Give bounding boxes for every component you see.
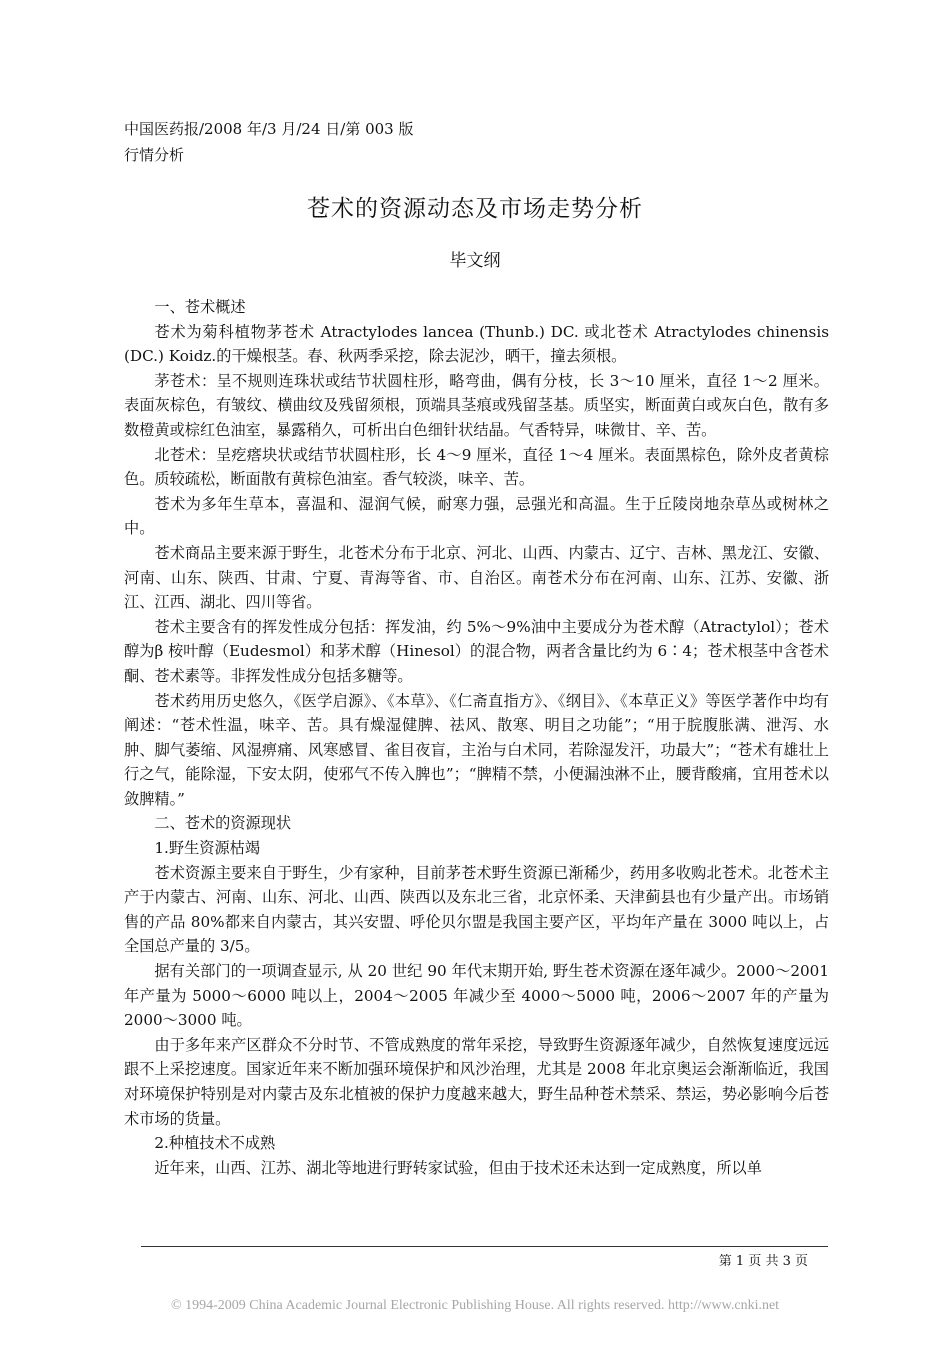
section-heading: 一、苍术概述 [154, 298, 246, 316]
article-title: 苍术的资源动态及市场走势分析 [307, 196, 643, 222]
source-meta [124, 116, 414, 168]
paragraph: 苍术为多年生草本，喜温和、湿润气候，耐寒力强，忌强光和高温。生于丘陵岗地杂草丛或树林之中。 [124, 494, 829, 538]
subsection-heading: 1.野生资源枯竭 [154, 839, 261, 858]
paragraph: 苍术商品主要来源于野生，北苍术分布于北京、河北、山西、内蒙古、辽宁、吉林、黑龙江、安徽、河南、山东、陕西、甘肃、宁夏、青海等省、市、自治区。南苍术分布在河南、山东、江苏、安徽、浙江、江西、湖北、四川等省。 [124, 543, 829, 612]
paragraph: 苍术主要含有的挥发性成分包括：挥发油，约 5%～9%油中主要成分为苍术醇（Atractylol）；苍术醇为β 桉叶醇（Eudesmol）和茅术醇（Hinesol）的混合物，两者含量比约为 6∶4；苍术根茎中含苍术酮、苍术素等。非挥发性成分包括多糖等。 [124, 617, 829, 685]
paragraph: 茅苍术：呈不规则连珠状或结节状圆柱形，略弯曲，偶有分枝，长 3～10 厘米，直径 1～2 厘米。表面灰棕色，有皱纹、横曲纹及残留须根，顶端具茎痕或残留茎基。质坚实，断面黄白或灰白色，散有多数橙黄或棕红色油室，暴露稍久，可析出白色细针状结晶。气香特异，味微甘、辛、苦。 [124, 371, 829, 439]
copyright-notice: © 1994-2009 China Academic Journal Electronic Publishing House. All rights reserved. http://www.cnki.net [170, 1298, 780, 1313]
page-number: 第 1 页 共 3 页 [718, 1254, 808, 1269]
paragraph: 苍术资源主要来自于野生，少有家种，目前茅苍术野生资源已渐稀少，药用多收购北苍术。北苍术主产于内蒙古、河南、山东、河北、山西、陕西以及东北三省，北京怀柔、天津蓟县也有少量产出。市场销售的产品 80%都来自内蒙古，其兴安盟、呼伦贝尔盟是我国主要产区，平均年产量在 3000 吨以上，占全国总产量的 3/5。 [124, 863, 829, 956]
paragraph: 苍术为菊科植物茅苍术 Atractylodes lancea (Thunb.) DC. 或北苍术 Atractylodes chinensis (DC.) Koidz.的干燥根茎。春、秋两季采挖，除去泥沙，晒干，撞去须根。 [124, 322, 829, 366]
paragraph: 北苍术：呈疙瘩块状或结节状圆柱形，长 4～9 厘米，直径 1～4 厘米。表面黑棕色，除外皮者黄棕色。质较疏松，断面散有黄棕色油室。香气较淡，味辛、苦。 [124, 445, 829, 489]
footer-divider [141, 1246, 828, 1247]
source-line: 中国医药报/2008 年/3 月/24 日/第 003 版 [124, 120, 414, 138]
paragraph: 由于多年来产区群众不分时节、不管成熟度的常年采挖，导致野生资源逐年减少，自然恢复速度远远跟不上采挖速度。国家近年来不断加强环境保护和风沙治理，尤其是 2008 年北京奥运会渐渐临近，我国对环境保护特别是对内蒙古及东北植被的保护力度越来越大，野生品种苍术禁采、禁运，势必影响今后苍术市场的货量。 [124, 1035, 829, 1128]
article-author: 毕文纲 [449, 251, 501, 271]
section-heading: 二、苍术的资源现状 [154, 814, 292, 833]
paragraph: 近年来，山西、江苏、湖北等地进行野转家试验，但由于技术还未达到一定成熟度，所以单 [154, 1158, 762, 1177]
article-body [124, 295, 829, 1180]
paragraph: 苍术药用历史悠久，《医学启源》、《本草》、《仁斋直指方》、《纲目》、《本草正义》等医学著作中均有阐述：“苍术性温，味辛、苦。具有燥湿健脾、祛风、散寒、明目之功能”；“用于脘腹胀满、泄泻、水肿、脚气萎缩、风湿痹痛、风寒感冒、雀目夜盲，主治与白术同，若除湿发汗，功最大”；“苍术有雄壮上行之气，能除湿，下安太阴，使邪气不传入脾也”；“脾精不禁，小便漏浊淋不止，腰背酸痛，宜用苍术以敛脾精。” [124, 691, 829, 808]
section-label: 行情分析 [124, 146, 185, 164]
paragraph: 据有关部门的一项调查显示, 从 20 世纪 90 年代末期开始, 野生苍术资源在逐年减少。2000～2001 年产量为 5000～6000 吨以上，2004～2005 年减少至 4000～5000 吨，2006～2007 年的产量为 2000～3000 吨。 [124, 962, 829, 1030]
subsection-heading: 2.种植技术不成熟 [154, 1134, 276, 1153]
